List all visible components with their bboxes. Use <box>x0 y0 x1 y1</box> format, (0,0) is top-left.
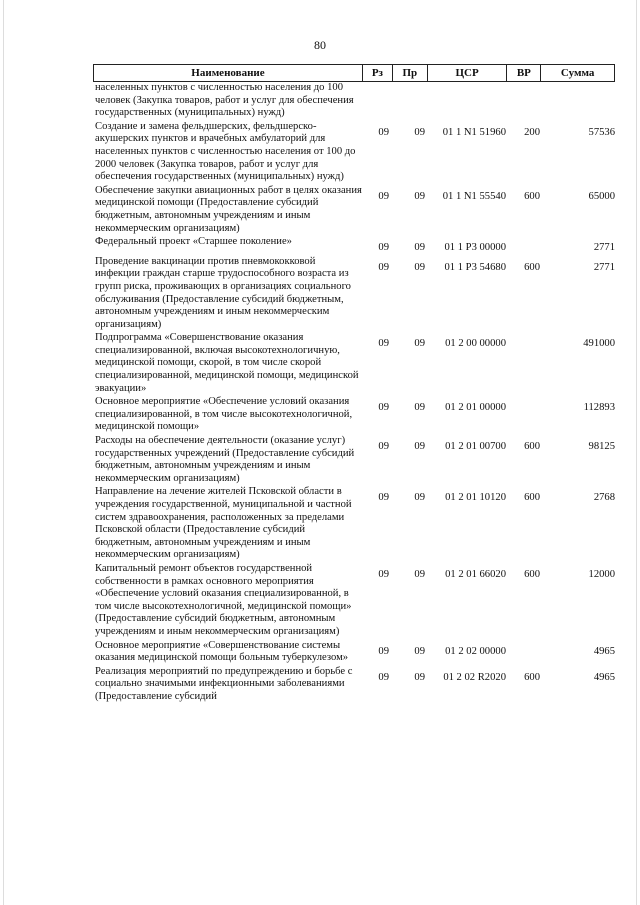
row-vr: 600 <box>524 671 540 683</box>
row-vr <box>508 236 542 255</box>
row-rz: 09 <box>378 645 389 657</box>
row-name: Направление на лечение жителей Псковской области в учреждения государственной, муниципальной и частной систем здравоохранения, расположенных за пределами Псковской области (Предоставление субсидий бюджетным, автономным учреждениям и иным некоммерческим организациям) <box>95 486 352 561</box>
row-pr: 09 <box>414 492 425 504</box>
row-vr: 600 <box>524 441 540 453</box>
table-row <box>93 256 615 332</box>
row-rz: 09 <box>378 492 389 504</box>
row-vr: 600 <box>524 492 540 504</box>
row-csr: 01 1 P3 54680 <box>444 261 506 273</box>
row-sum: 2771 <box>593 242 615 254</box>
row-rz: 09 <box>378 261 389 273</box>
row-csr: 01 2 01 10120 <box>445 492 506 504</box>
row-name: Капитальный ремонт объектов государственной собственности в рамках основного мероприятия «Обеспечение условий оказания специализированной, в том числе высокотехнологичной, медицинской помощи» (Предоставление субсидий бюджетным, автономным учреждениям и иным некоммерческим организациям) <box>95 562 352 637</box>
row-rz: 09 <box>378 402 389 414</box>
header-vr: ВР <box>507 65 541 81</box>
row-rz: 09 <box>378 568 389 580</box>
row-rz: 09 <box>378 126 389 138</box>
row-pr: 09 <box>414 126 425 138</box>
row-vr <box>508 396 542 434</box>
row-sum: 98125 <box>588 441 615 453</box>
table-row <box>93 236 615 255</box>
table-body <box>93 82 615 704</box>
row-rz: 09 <box>378 338 389 350</box>
row-name: Проведение вакцинации против пневмококковой инфекции граждан старше трудоспособного возраста из групп риска, проживающих в организациях социального обслуживания (Предоставление субсидий бюджетным, автономным учреждениям и иным некоммерческим организациям) <box>95 255 351 330</box>
scan-edge-left <box>3 0 4 905</box>
row-csr: 01 2 01 00700 <box>445 441 506 453</box>
row-sum: 4965 <box>593 671 615 683</box>
row-csr: 01 1 N1 55540 <box>442 190 506 202</box>
table-row <box>93 185 615 235</box>
table-row <box>93 435 615 485</box>
header-rz: Рз <box>363 65 393 81</box>
table-row <box>93 332 615 395</box>
row-name: Реализация мероприятий по предупреждению и борьбе с социально значимыми инфекционными заболеваниями (Предоставление субсидий <box>95 665 353 702</box>
row-csr <box>428 82 508 120</box>
row-name: населенных пунктов с численностью населения до 100 человек (Закупка товаров, работ и услуг для обеспечения государственных (муниципальных) нужд) <box>95 82 354 119</box>
row-sum <box>542 82 615 120</box>
row-name: Основное мероприятие «Совершенствование системы оказания медицинской помощи больным туберкулезом» <box>95 639 349 664</box>
header-sum: Сумма <box>560 67 595 79</box>
row-sum: 2768 <box>593 492 615 504</box>
row-csr: 01 1 N1 51960 <box>442 126 506 138</box>
row-vr <box>508 332 542 395</box>
row-pr: 09 <box>414 568 425 580</box>
row-name: Создание и замена фельдшерских, фельдшерско-акушерских пунктов и врачебных амбулаторий для населенных пунктов с численностью населения от 100 до 2000 человек (Закупка товаров, работ и услуг для обеспечения государственных (муниципальных) нужд) <box>95 120 356 183</box>
row-vr: 600 <box>524 261 540 273</box>
row-rz: 09 <box>378 671 389 683</box>
row-sum: 4965 <box>593 645 615 657</box>
row-csr: 01 2 00 00000 <box>445 338 506 350</box>
row-sum: 57536 <box>588 126 615 138</box>
row-csr: 01 2 02 R2020 <box>443 671 506 683</box>
row-sum: 2771 <box>593 261 615 273</box>
row-rz <box>363 82 393 120</box>
table-row <box>93 486 615 562</box>
row-csr: 01 2 01 00000 <box>445 402 506 414</box>
row-name: Расходы на обеспечение деятельности (оказание услуг) государственных учреждений (Предоставление субсидий бюджетным, автономным учреждениям и иным некоммерческим организациям) <box>95 435 355 484</box>
header-pr: Пр <box>393 65 428 81</box>
row-pr: 09 <box>414 338 425 350</box>
scan-edge-right <box>636 0 637 905</box>
header-csr: ЦСР <box>428 65 508 81</box>
table-row <box>93 82 615 120</box>
row-csr: 01 2 02 00000 <box>445 645 506 657</box>
row-rz: 09 <box>378 441 389 453</box>
row-pr: 09 <box>414 190 425 202</box>
row-vr: 600 <box>524 568 540 580</box>
table-row <box>93 640 615 665</box>
row-pr: 09 <box>414 261 425 273</box>
budget-table <box>93 64 615 705</box>
table-row <box>93 396 615 434</box>
row-name: Обеспечение закупки авиационных работ в целях оказания медицинской помощи (Предоставление субсидий бюджетным, автономным учреждениям и иным некоммерческим организациям) <box>95 184 362 234</box>
header-name: Наименование <box>94 65 363 81</box>
row-name: Основное мероприятие «Обеспечение условий оказания специализированной, в том числе высокотехнологичной, медицинской помощи» <box>95 396 353 433</box>
table-row <box>93 563 615 639</box>
row-sum: 12000 <box>588 568 615 580</box>
row-csr: 01 2 01 66020 <box>445 568 506 580</box>
row-rz: 09 <box>378 190 389 202</box>
row-sum: 491000 <box>583 338 615 350</box>
row-vr <box>508 640 542 665</box>
row-name: Подпрограмма «Совершенствование оказания специализированной, включая высокотехнологичную, медицинской помощи, скорой, в том числе скорой специализированной, медицинской помощи, медицинской эвакуации» <box>95 332 359 394</box>
page-number: 80 <box>314 38 326 52</box>
row-pr: 09 <box>414 242 425 254</box>
table-row <box>93 121 615 184</box>
row-vr: 200 <box>524 126 540 138</box>
row-rz: 09 <box>378 242 389 254</box>
table-header <box>93 64 615 82</box>
row-sum: 65000 <box>588 190 615 202</box>
row-csr: 01 1 P3 00000 <box>444 242 506 254</box>
row-pr: 09 <box>414 645 425 657</box>
row-vr: 600 <box>524 190 540 202</box>
row-pr <box>393 82 428 120</box>
row-sum: 112893 <box>583 402 615 414</box>
table-row <box>93 666 615 704</box>
row-pr: 09 <box>414 441 425 453</box>
row-pr: 09 <box>414 671 425 683</box>
row-pr: 09 <box>414 402 425 414</box>
row-vr <box>508 82 542 120</box>
row-name: Федеральный проект «Старшее поколение» <box>95 236 292 248</box>
